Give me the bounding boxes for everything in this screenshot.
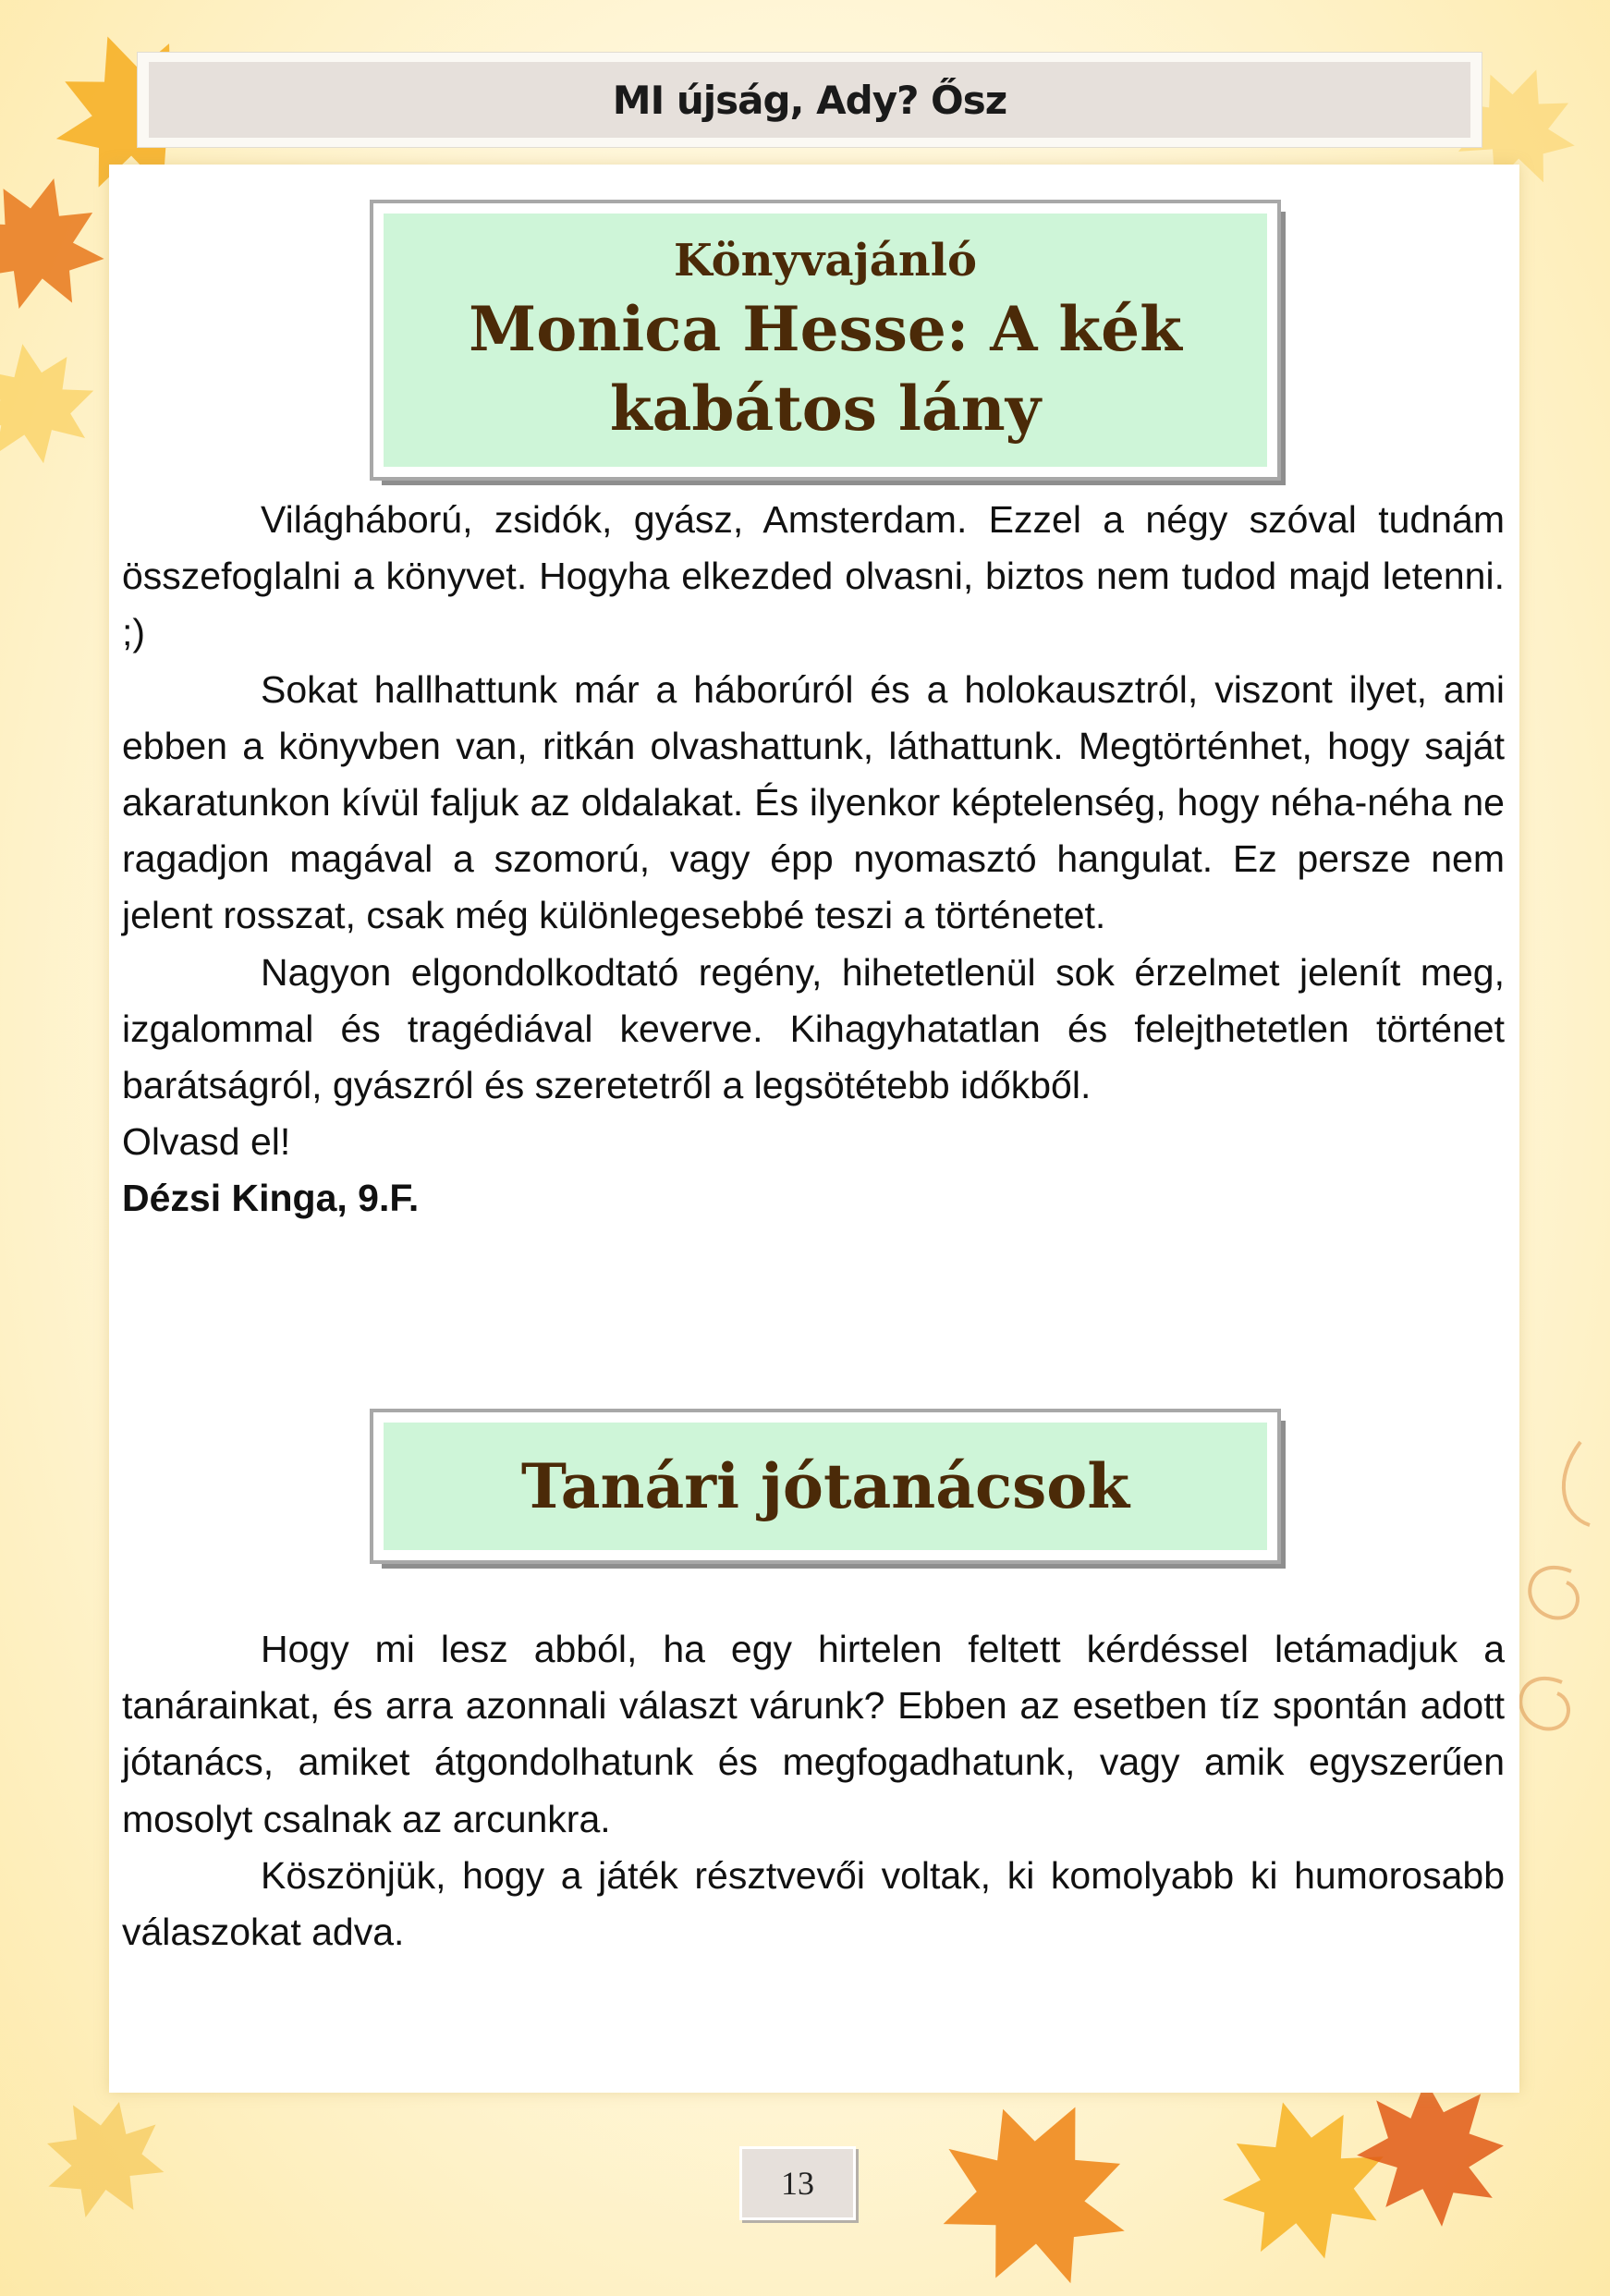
maple-leaf-icon [908, 2066, 1164, 2296]
maple-leaf-icon [0, 334, 104, 474]
maple-leaf-icon [1202, 2081, 1405, 2280]
swirl-ornament-icon [1520, 1442, 1590, 1728]
review-author: Dézsi Kinga, 9.F. [122, 1177, 420, 1220]
book-recommendation-title-box [373, 203, 1277, 477]
book-title-line-1: Monica Hesse: A kék [469, 293, 1182, 365]
maple-leaf-icon [0, 161, 121, 327]
tips-title: Tanári jótanácsok [520, 1450, 1130, 1522]
header-bar [137, 52, 1482, 148]
header-inner [149, 62, 1470, 138]
review-paragraph-3: Nagyon elgondolkodtató regény, hihetetlenül sok érzelmet jelenít meg, izgalommal és tragédiával keverve. Kihagyhatatlan és felejthetetlen történet barátságról, gyászról és szeretetről a legsötétebb időkből. [122, 950, 1505, 1107]
maple-leaf-icon [19, 2074, 188, 2241]
book-review-text [122, 492, 1505, 1227]
section-kicker: Könyvajánló [673, 235, 978, 287]
review-paragraph-2: Sokat hallhattunk már a háborúról és a holokausztról, viszont ilyet, ami ebben a könyvben van, ritkán olvashattunk, láthattunk. Megtörténhet, hogy saját akaratunkon kívül faljuk az oldalakat. És ilyenkor képtelenség, hogy néha-néha ne ragadjon magával a szomorú, vagy épp nyomasztó hangulat. Ez persze nem jelent rosszat, csak még különlegesebbé teszi a történetet. [122, 667, 1505, 937]
header-title: MI újság, Ady? Ősz [612, 77, 1007, 123]
teacher-tips-title-box [373, 1412, 1277, 1560]
review-paragraph-1: Világháború, zsidók, gyász, Amsterdam. Ezzel a négy szóval tudnám összefoglalni a könyvet. Hogyha elkezded olvasni, biztos nem tudod majd letenni. ;) [122, 498, 1505, 654]
tips-text [122, 1621, 1505, 1960]
tips-paragraph-1: Hogy mi lesz abból, ha egy hirtelen feltett kérdéssel letámadjuk a tanárainkat, és arra azonnali választ várunk? Ebben az esetben tíz spontán adott jótanács, amiket átgondolhatunk és megfogadhatunk, vagy amik egyszerűen mosolyt csalnak az arcunkra. [122, 1628, 1505, 1840]
page-number: 13 [739, 2146, 856, 2220]
review-closing: Olvasd el! [122, 1120, 291, 1164]
tips-paragraph-2: Köszönjük, hogy a játék résztvevői voltak, ki komolyabb ki humorosabb válaszokat adva. [122, 1853, 1505, 1954]
book-title-line-2: kabátos lány [609, 372, 1042, 445]
